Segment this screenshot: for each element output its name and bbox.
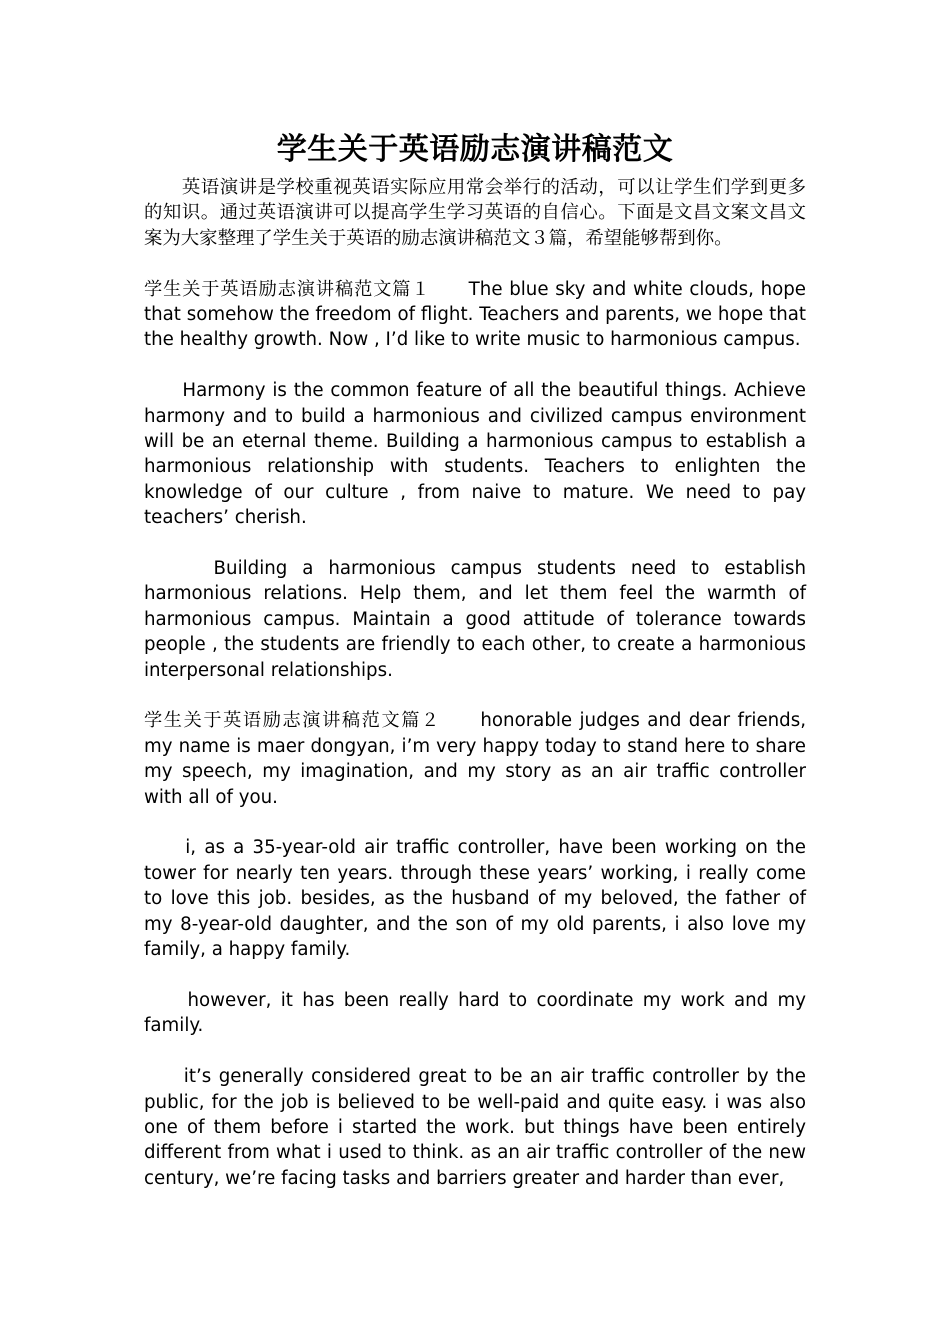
paragraph-7: it’s generally considered great to be an air traffic controller by the public, for the job is believed to be well-paid and quite easy. i was also one of them before i started the work. but things have been entirely different from what i used to think. as an air traffic controller of the new century, we’re facing tasks and barriers greater and harder than ever, [144,1066,812,1189]
document-title: 学生关于英语励志演讲稿范文 [276,132,674,167]
paragraph-5: i, as a 35-year-old air traffic controller, have been working on the tower for nearly ten years. through these years’ working, i really come to love this job. besides, as the husband of my beloved, the father of my 8-year-old daughter, and the son of my old parents, i also love my family, a happy family. [144,837,812,961]
paragraph-2: Harmony is the common feature of all the beautiful things. Achieve harmony and to build a harmonious and civilized campus environment will be an eternal theme. Building a harmonious campus to establish a harmonious relationship with students. Teachers to enlighten the knowledge of our culture , from naive to mature. We need to pay teachers’ cherish. [144,380,812,529]
intro-paragraph: 英语演讲是学校重视英语实际应用常会举行的活动，可以让学生们学到更多的知识。通过英语演讲可以提高学生学习英语的自信心。下面是文昌文案文昌文案为大家整理了学生关于英语的励志演讲稿范文３篇，希望能够帮到你。 [144,177,806,249]
paragraph-gap [144,963,806,988]
document-body [144,175,812,1191]
paragraph-4: 学生关于英语励志演讲稿范文篇２ honorable judges and dear friends, my name is maer dongyan, i’m very happy today to stand here to share my speech, my imagination, and my story as an air traffic controller with all of you. [144,710,812,808]
paragraph-gap [144,683,806,708]
paragraph-gap [144,353,806,378]
paragraph-gap [144,531,806,556]
paragraph-gap [144,810,806,835]
paragraph-gap [144,1039,806,1064]
paragraph-6: however, it has been really hard to coordinate my work and my family. [144,989,812,1037]
paragraph-1: 学生关于英语励志演讲稿范文篇１ The blue sky and white clouds, hope that somehow the freedom of flight. Teachers and parents, we hope that the healthy growth. Now , I’d like to write music to harmonious campus. [144,278,812,351]
paragraph-3: Building a harmonious campus students need to establish harmonious relations. Help them, and let them feel the warmth of harmonious campus. Maintain a good attitude of tolerance towards people , the students are friendly to each other, to create a harmonious interpersonal relationships. [144,558,812,681]
paragraph-gap [144,251,806,276]
